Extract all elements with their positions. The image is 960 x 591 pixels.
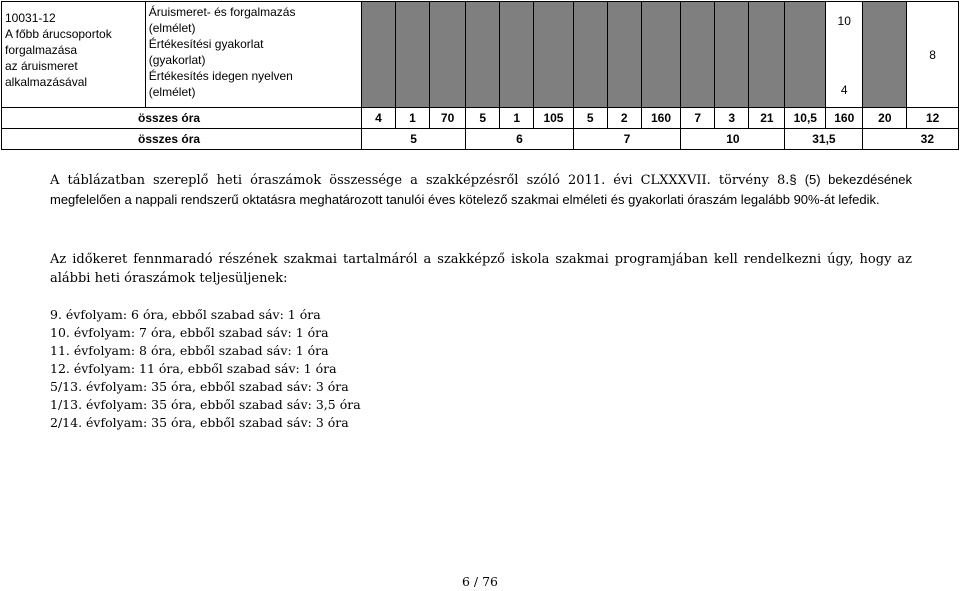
hours-cell (826, 2, 863, 108)
hours-row-value: 21 (749, 108, 785, 129)
hours-value-10: 10 (837, 14, 851, 28)
shaded-cell (607, 2, 641, 108)
hours-row-value: 105 (534, 108, 574, 129)
paragraph-coverage-text: A táblázatban szereplő heti óraszámok összessége a szakképzésről szóló 2011. évi CLXXXVII. törvény 8. (50, 173, 790, 188)
module-name-line-2: forgalmazása (5, 43, 78, 57)
subjects-cell (145, 2, 361, 108)
shaded-cell (681, 2, 715, 108)
list-item: 1/13. évfolyam: 35 óra, ebből szabad sáv: 3,5 óra (50, 397, 361, 412)
shaded-cell (395, 2, 429, 108)
total-row-value: 7 (573, 129, 681, 150)
list-item: 12. évfolyam: 11 óra, ebből szabad sáv: 1 óra (50, 361, 337, 376)
list-item: 2/14. évfolyam: 35 óra, ebből szabad sáv: 3 óra (50, 415, 349, 430)
list-item: 11. évfolyam: 8 óra, ebből szabad sáv: 1 óra (50, 343, 329, 358)
page-number: 6 / 76 (461, 574, 499, 589)
list-item: 9. évfolyam: 6 óra, ebből szabad sáv: 1 óra (50, 307, 321, 322)
total-row-value: 10 (681, 129, 785, 150)
hours-row-value: 3 (715, 108, 749, 129)
shaded-cell (466, 2, 500, 108)
hours-value-4: 4 (840, 83, 848, 97)
shaded-cell (500, 2, 534, 108)
paragraph-coverage-text-2: (5) bekezdésének megfelelően a nappali rendszerű oktatásra meghatározott tanulói éves kötelező szakmai elméleti és gyakorlati óraszám legalább 90%-át lefedik. (50, 172, 913, 207)
list-item: 10. évfolyam: 7 óra, ebből szabad sáv: 1 óra (50, 325, 329, 340)
subject-1-type: (elmélet) (148, 21, 196, 35)
shaded-cell (641, 2, 681, 108)
hours-row-value: 160 (826, 108, 863, 129)
hours-row-value: 20 (863, 108, 907, 129)
total-row-value: 5 (361, 129, 465, 150)
total-row-value: 32 (863, 129, 959, 150)
shaded-cell (715, 2, 749, 108)
subject-3-name: Értékesítés idegen nyelven (148, 69, 293, 83)
shaded-cell (749, 2, 785, 108)
hours-row-value: 1 (395, 108, 429, 129)
total-row-value: 31,5 (785, 129, 863, 150)
subject-2-type: (gyakorlat) (148, 53, 206, 67)
list-item: 5/13. évfolyam: 35 óra, ebből szabad sáv: 3 óra (50, 379, 349, 394)
hours-row-value: 5 (466, 108, 500, 129)
hours-row-value: 160 (641, 108, 681, 129)
hours-row-value: 1 (500, 108, 534, 129)
hours-row-value: 12 (907, 108, 959, 129)
module-code-cell (2, 2, 146, 108)
hours-row-value: 5 (573, 108, 607, 129)
module-name-line-3: az áruismeret (5, 59, 78, 73)
hours-row-label: összes óra (2, 108, 362, 129)
curriculum-table (1, 1, 959, 150)
hours-row-value: 70 (429, 108, 465, 129)
weekly-hours-list (50, 306, 361, 432)
hours-row-value: 2 (607, 108, 641, 129)
subject-2-name: Értékesítési gyakorlat (148, 37, 264, 51)
total-row-value: 6 (466, 129, 574, 150)
shaded-cell (573, 2, 607, 108)
module-name-line-4: alkalmazásával (5, 75, 88, 89)
shaded-cell (361, 2, 395, 108)
hours-row-value: 4 (361, 108, 395, 129)
hours-row-value: 10,5 (785, 108, 826, 129)
subject-1-name: Áruismeret- és forgalmazás (148, 5, 296, 19)
subject-3-type: (elmélet) (148, 85, 196, 99)
shaded-cell (863, 2, 907, 108)
paragraph-coverage (50, 170, 912, 210)
module-name-line-1: A főbb árucsoportok (5, 27, 112, 41)
module-code: 10031-12 (5, 11, 56, 25)
shaded-cell (534, 2, 574, 108)
shaded-cell (429, 2, 465, 108)
total-row-label: összes óra (2, 129, 362, 150)
section-sign: § (789, 172, 797, 187)
shaded-cell (785, 2, 826, 108)
hours-row-value: 7 (681, 108, 715, 129)
hours-value-8: 8 (907, 2, 959, 108)
paragraph-timeframe: Az időkeret fennmaradó részének szakmai tartalmáról a szakképző iskola szakmai programjában kell rendelkezni úgy, hogy az alábbi heti óraszámok teljesüljenek: (50, 252, 912, 286)
